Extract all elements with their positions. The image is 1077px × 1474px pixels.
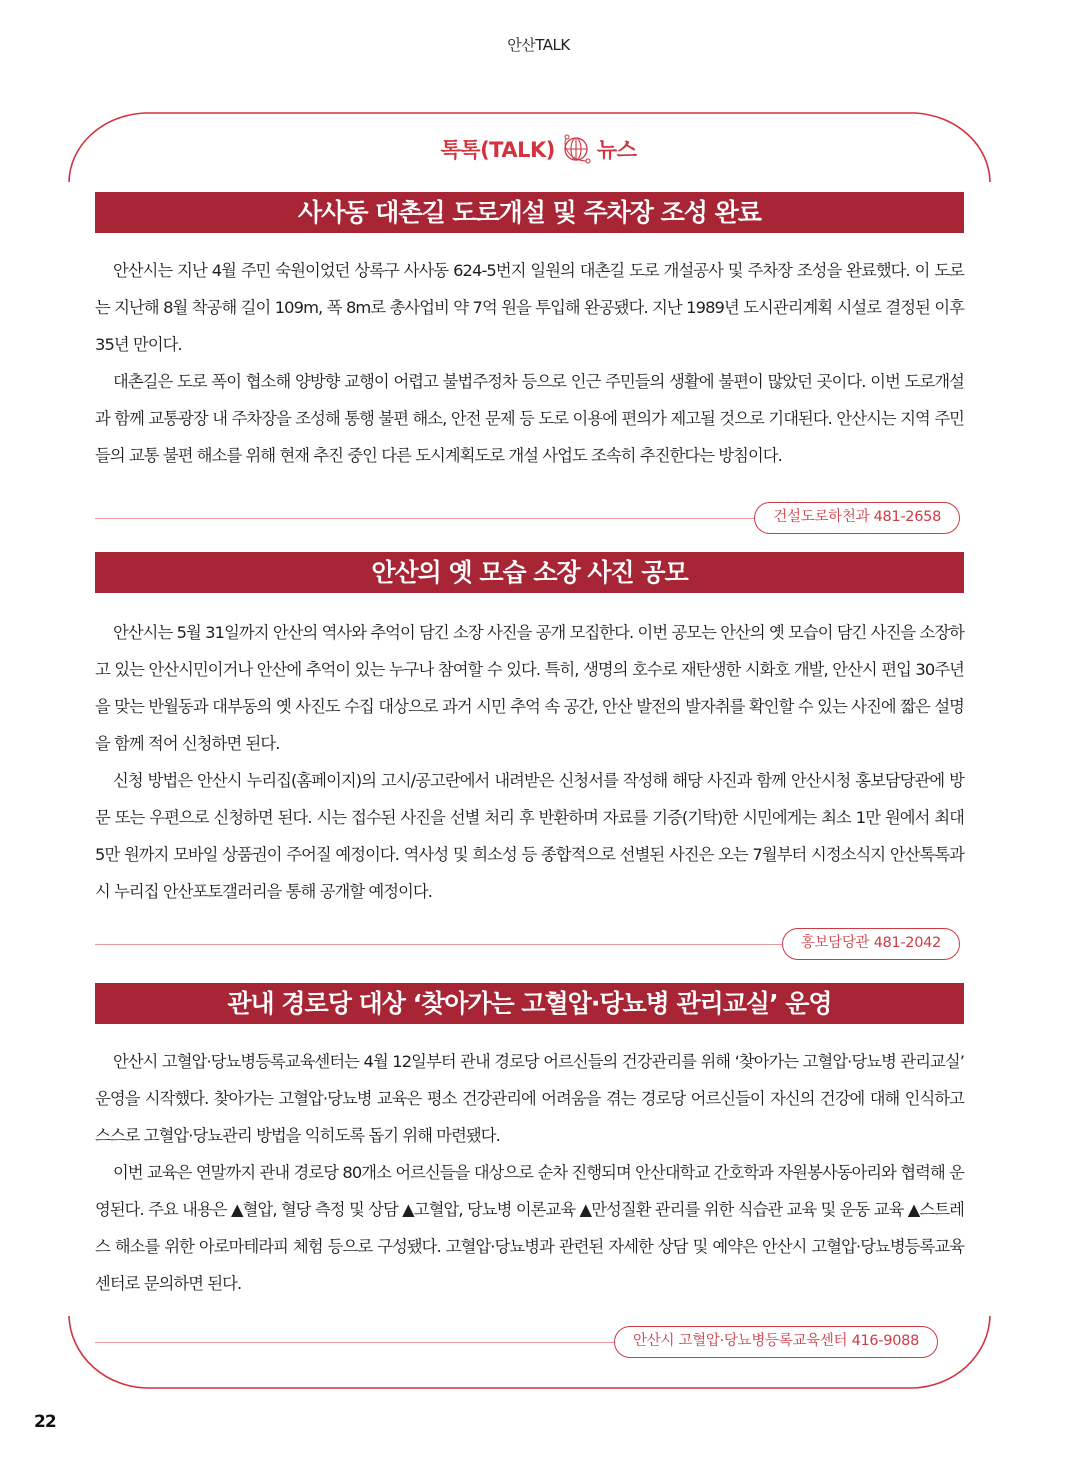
divider: [95, 518, 775, 519]
article-paragraph: 안산시 고혈압·당뇨병등록교육센터는 4월 12일부터 관내 경로당 어르신들의 건강관리를 위해 ‘찾아가는 고혈압·당뇨병 관리교실’ 운영을 시작했다. 찾아가는 고혈압·당뇨병 교육은 평소 건강관리에 어려움을 겪는 경로당 어르신들이 자신의 건강에 대해 인식하고 스스로 고혈압·당뇨관리 방법을 익히도록 돕기 위해 마련됐다.: [95, 1052, 964, 1145]
brand-title-right: 뉴스: [596, 138, 637, 162]
page-number: 22: [34, 1412, 56, 1432]
article-headline-3: 관내 경로당 대상 ‘찾아가는 고혈압·당뇨병 관리교실’ 운영: [95, 983, 964, 1024]
article-paragraph: 안산시는 5월 31일까지 안산의 역사와 추억이 담긴 소장 사진을 공개 모집한다. 이번 공모는 안산의 옛 모습이 담긴 사진을 소장하고 있는 안산시민이거나 안산에 추억이 있는 누구나 참여할 수 있다. 특히, 생명의 호수로 재탄생한 시화호 개발, 안산시 편입 30주년을 맞는 반월동과 대부동의 옛 사진도 수집 대상으로 과거 시민 추억 속 공간, 안산 발전의 발자취를 확인할 수 있는 사진에 짧은 설명을 함께 적어 신청하면 된다.: [95, 623, 964, 753]
brand-title-left: 톡톡(TALK): [440, 138, 555, 162]
article-paragraph: 대촌길은 도로 폭이 협소해 양방향 교행이 어렵고 불법주정차 등으로 인근 주민들의 생활에 불편이 많았던 곳이다. 이번 도로개설과 함께 교통광장 내 주차장을 조성해 통행 불편 해소, 안전 문제 등 도로 이용에 편의가 제고될 것으로 기대된다. 안산시는 지역 주민들의 교통 불편 해소를 위해 현재 추진 중인 다른 도시계획도로 개설 사업도 조속히 추진한다는 방침이다.: [95, 372, 964, 465]
contact-pill: 건설도로하천과 481-2658: [754, 502, 960, 534]
article-paragraph: 이번 교육은 연말까지 관내 경로당 80개소 어르신들을 대상으로 순차 진행되며 안산대학교 간호학과 자원봉사동아리와 협력해 운영된다. 주요 내용은 ▲혈압, 혈당 측정 및 상담 ▲고혈압, 당뇨병 이론교육 ▲만성질환 관리를 위한 식습관 교육 및 운동 교육 ▲스트레스 해소를 위한 아로마테라피 체험 등으로 구성됐다. 고혈압·당뇨병과 관련된 자세한 상담 및 예약은 안산시 고혈압·당뇨병등록교육센터로 문의하면 된다.: [95, 1163, 964, 1293]
contact-pill: 홍보담당관 481-2042: [782, 928, 960, 960]
contact-row-2: [95, 928, 964, 962]
article-paragraph: 안산시는 지난 4월 주민 숙원이었던 상록구 사사동 624-5번지 일원의 대촌길 도로 개설공사 및 주차장 조성을 완료했다. 이 도로는 지난해 8월 착공해 길이 109m, 폭 8m로 총사업비 약 7억 원을 투입해 완공됐다. 지난 1989년 도시관리계획 시설로 결정된 이후 35년 만이다.: [95, 261, 964, 354]
article-body-2: [95, 614, 964, 910]
divider: [95, 944, 785, 945]
contact-pill: 안산시 고혈압·당뇨병등록교육센터 416-9088: [614, 1326, 938, 1358]
article-headline-2: 안산의 옛 모습 소장 사진 공모: [95, 552, 964, 593]
running-header: 안산TALK: [507, 36, 570, 54]
article-body-1: [95, 252, 964, 474]
contact-row-1: [95, 502, 964, 536]
article-paragraph: 신청 방법은 안산시 누리집(홈페이지)의 고시/공고란에서 내려받은 신청서를 작성해 해당 사진과 함께 안산시청 홍보담당관에 방문 또는 우편으로 신청하면 된다. 시는 접수된 사진을 선별 처리 후 반환하며 자료를 기증(기탁)한 시민에게는 최소 1만 원에서 최대 5만 원까지 모바일 상품권이 주어질 예정이다. 역사성 및 희소성 등 종합적으로 선별된 사진은 오는 7월부터 시정소식지 안산톡톡과 시 누리집 안산포토갤러리을 통해 공개할 예정이다.: [95, 771, 964, 901]
article-body-3: [95, 1043, 964, 1302]
globe-icon: [559, 133, 593, 165]
contact-row-3: [95, 1326, 964, 1360]
article-headline-1: 사사동 대촌길 도로개설 및 주차장 조성 완료: [95, 192, 964, 233]
divider: [95, 1342, 635, 1343]
section-brand-title: [0, 133, 1077, 165]
